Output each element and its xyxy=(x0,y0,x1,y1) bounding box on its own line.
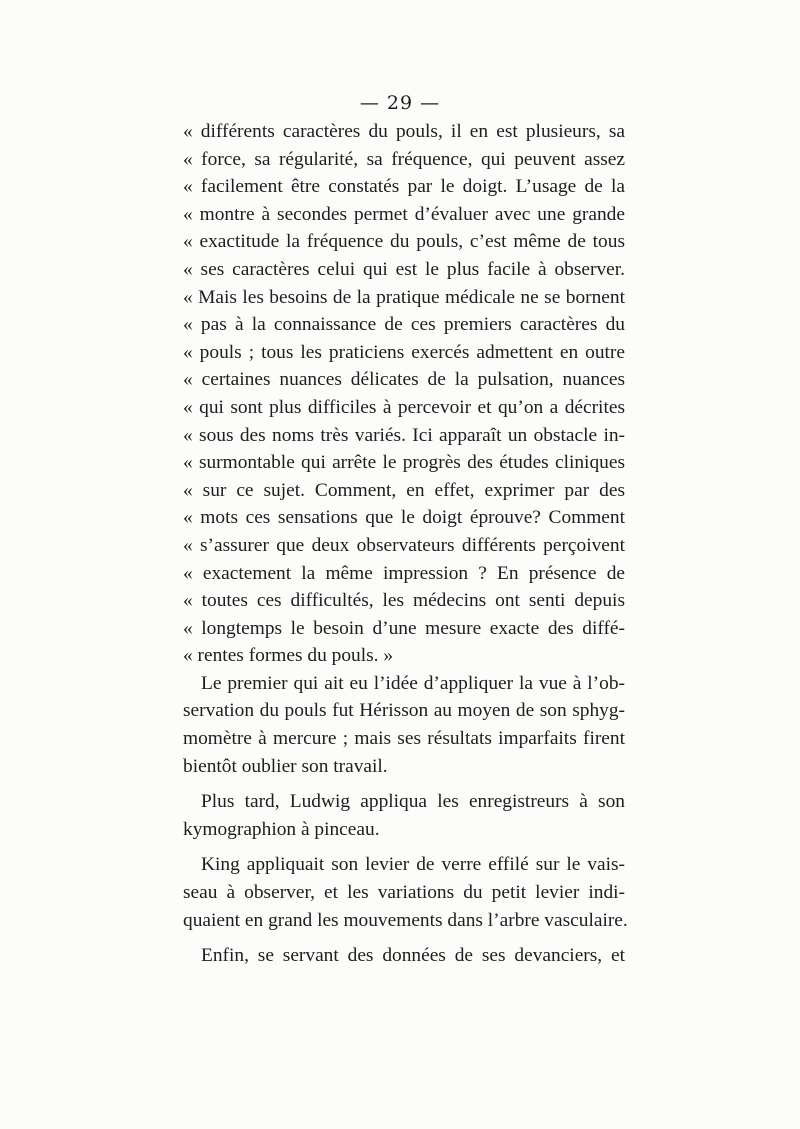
quote-line: « certaines nuances délicates de la pulsation, nuances xyxy=(183,369,625,391)
paragraph-line: Enfin, se servant des données de ses devanciers, et xyxy=(201,945,625,967)
paragraph-line: momètre à mercure ; mais ses résultats imparfaits firent xyxy=(183,728,625,750)
paragraph-line: kymographion à pinceau. xyxy=(183,818,380,840)
quote-line: « surmontable qui arrête le progrès des études cliniques xyxy=(183,452,625,474)
quote-line: « pas à la connaissance de ces premiers caractères du xyxy=(183,314,625,336)
quote-line: « rentes formes du pouls. » xyxy=(183,645,394,667)
paragraph-enfin xyxy=(183,942,625,970)
page-number: — 29 — xyxy=(359,92,441,114)
paragraph-ludwig xyxy=(183,788,625,843)
paragraph-line: Plus tard, Ludwig appliqua les enregistreurs à son xyxy=(201,791,625,813)
paragraph-herisson xyxy=(183,670,625,780)
quote-line: « exactitude la fréquence du pouls, c’est même de tous xyxy=(183,231,625,253)
paragraph-line: quaient en grand les mouvements dans l’arbre vasculaire. xyxy=(183,909,628,931)
quote-line: « Mais les besoins de la pratique médicale ne se bornent xyxy=(183,286,625,308)
quote-line: « différents caractères du pouls, il en est plusieurs, sa xyxy=(183,121,625,142)
quote-line: « ses caractères celui qui est le plus facile à observer. xyxy=(183,258,625,280)
paragraph-king xyxy=(183,851,628,934)
quote-line: « toutes ces difficultés, les médecins ont senti depuis xyxy=(183,590,625,612)
quote-line: « pouls ; tous les praticiens exercés admettent en outre xyxy=(183,341,625,363)
quotation-block xyxy=(183,118,625,670)
quote-line: « montre à secondes permet d’évaluer avec une grande xyxy=(183,203,625,225)
quote-line: « s’assurer que deux observateurs différents perçoivent xyxy=(183,534,625,556)
quote-line: « force, sa régularité, sa fréquence, qui peuvent assez xyxy=(183,148,625,170)
body-text xyxy=(183,118,628,970)
quote-line: « mots ces sensations que le doigt éprouve? Comment xyxy=(183,507,625,529)
paragraph-line: servation du pouls fut Hérisson au moyen de son sphyg- xyxy=(183,700,625,722)
quote-line: « longtemps le besoin d’une mesure exacte des diffé- xyxy=(183,617,625,639)
quote-line: « facilement être constatés par le doigt. L’usage de la xyxy=(183,176,625,198)
paragraph-line: seau à observer, et les variations du petit levier indi- xyxy=(183,882,625,904)
paragraph-line: King appliquait son levier de verre effilé sur le vais- xyxy=(201,854,625,876)
paragraph-line: Le premier qui ait eu l’idée d’appliquer la vue à l’ob- xyxy=(201,672,625,694)
paragraph-line: bientôt oublier son travail. xyxy=(183,755,388,777)
quote-line: « exactement la même impression ? En présence de xyxy=(183,562,625,584)
quote-line: « sous des noms très variés. Ici apparaît un obstacle in- xyxy=(183,424,625,446)
quote-line: « qui sont plus difficiles à percevoir et qu’on a décrites xyxy=(183,396,625,418)
quote-line: « sur ce sujet. Comment, en effet, exprimer par des xyxy=(183,479,625,501)
